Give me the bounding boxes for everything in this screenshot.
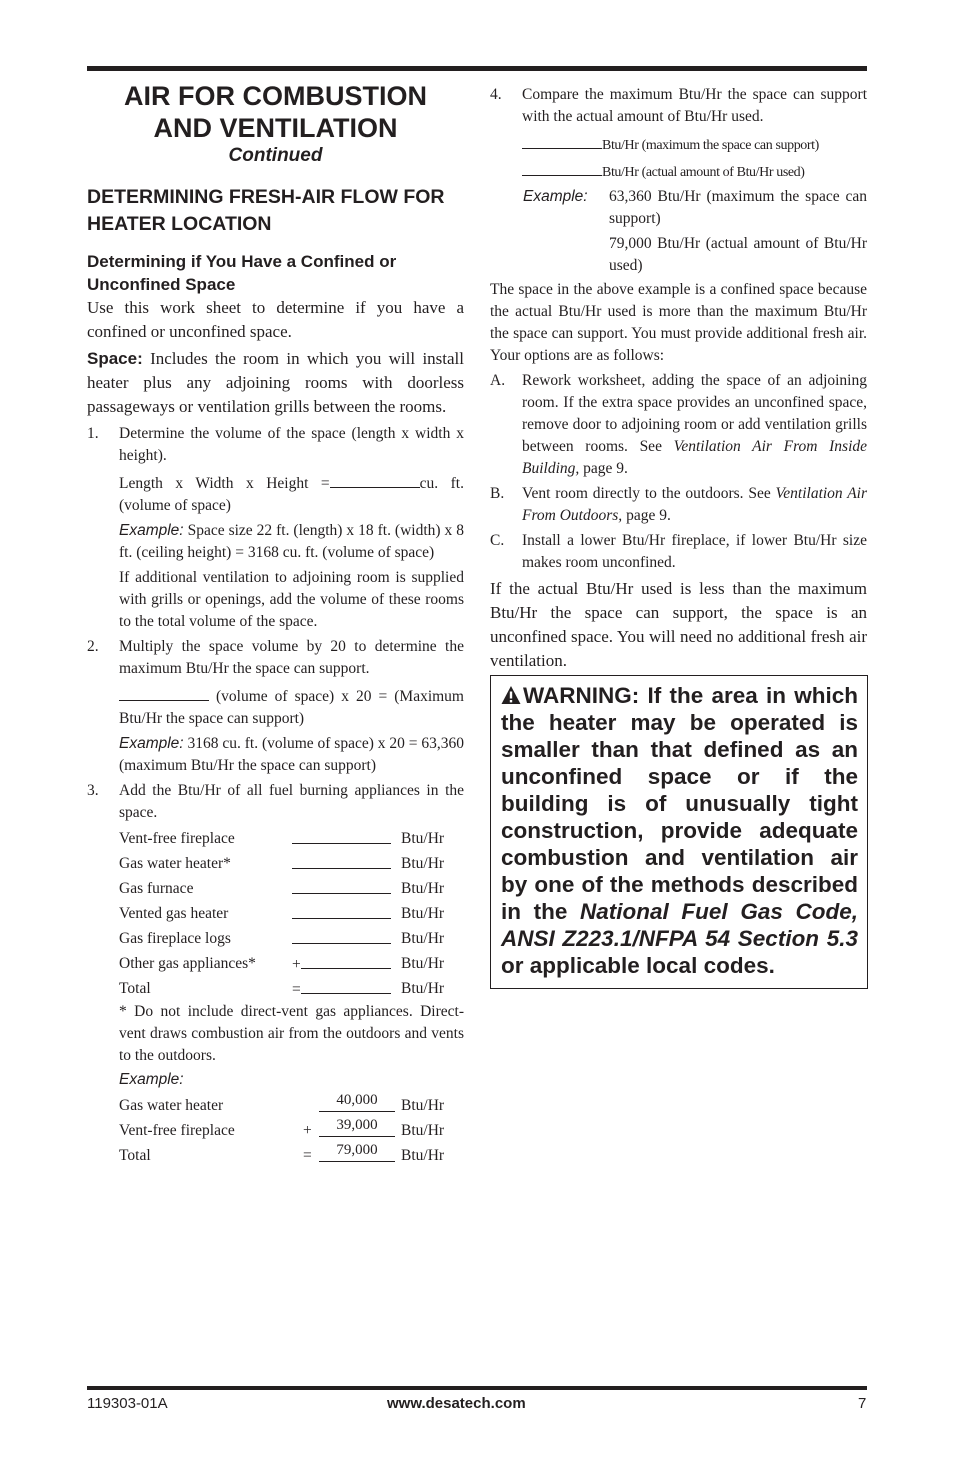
example-label: Example:	[523, 188, 588, 205]
step-1-number: 1.	[87, 425, 99, 442]
appliance-row	[87, 976, 464, 1001]
example-row-operator: +	[303, 1122, 312, 1139]
appliance-label: Gas furnace	[119, 880, 194, 897]
warning-text-end: or applicable local codes.	[501, 953, 775, 978]
step-3-example-label	[87, 1069, 464, 1091]
example-label: Example:	[119, 735, 184, 752]
example-row-value: 39,000	[319, 1114, 395, 1137]
appliance-row	[87, 876, 464, 901]
appliance-blank	[292, 826, 391, 852]
step-4-example	[490, 186, 867, 277]
option-a-ref: Ventilation Air From Inside Building,	[522, 438, 867, 477]
appliance-blank	[292, 901, 391, 927]
right-column	[490, 84, 867, 673]
step-1-example	[87, 520, 464, 564]
step-1-formula-a: Length x Width x Height =	[119, 475, 330, 492]
warning-box	[490, 675, 868, 989]
unit-label: Btu/Hr	[401, 880, 445, 897]
bottom-rule	[87, 1386, 867, 1390]
appliance-row	[87, 926, 464, 951]
warning-label: WARNING:	[523, 683, 640, 708]
appliance-row	[87, 901, 464, 926]
appliance-blank	[292, 876, 391, 902]
step-2-number: 2.	[87, 638, 99, 655]
step-1-note: If additional ventilation to adjoining room is supplied with grills or openings, add the volume of these rooms to the total volume of the space.	[119, 569, 464, 630]
option-a-page: page 9.	[579, 460, 628, 477]
option-b-page: page 9.	[622, 507, 671, 524]
example-row-label: Gas water heater	[119, 1097, 224, 1114]
step-4-example-1: 63,360 Btu/Hr (maximum the space can support)	[609, 188, 867, 227]
option-c	[490, 530, 867, 574]
example-row	[87, 1118, 464, 1143]
unit-label: Btu/Hr	[401, 955, 445, 972]
unit-label: Btu/Hr	[401, 980, 445, 997]
step-2-formula	[87, 683, 464, 730]
step-3	[87, 780, 464, 824]
step-3-number: 3.	[87, 782, 99, 799]
left-column	[87, 80, 464, 1168]
unit-label: Btu/Hr	[401, 855, 445, 872]
space-definition	[87, 347, 464, 419]
example-row-value: 40,000	[319, 1089, 395, 1112]
warning-triangle-icon	[501, 685, 521, 705]
appliance-blank	[292, 951, 391, 977]
unit-label: Btu/Hr	[401, 1097, 445, 1114]
title-line-1: AIR FOR COMBUSTION	[124, 81, 427, 111]
step-2-formula-text: (volume of space) x 20 = (Maximum Btu/Hr the space can support)	[119, 688, 464, 727]
appliance-row	[87, 851, 464, 876]
step-1-formula-b: cu. ft. (volume of space)	[119, 475, 464, 514]
appliance-label: Gas fireplace logs	[119, 930, 231, 947]
step-1-formula	[87, 470, 464, 517]
step-4-number: 4.	[490, 86, 502, 103]
step-4-blank-1-text: Btu/Hr (maximum the space can support)	[602, 138, 819, 153]
option-b-letter: B.	[490, 485, 505, 502]
appliance-blank	[292, 976, 391, 1002]
appliance-label: Total	[119, 980, 151, 997]
example-row-operator: =	[303, 1147, 312, 1164]
appliance-row	[87, 826, 464, 851]
blank-line	[292, 876, 391, 894]
example-row	[87, 1093, 464, 1118]
option-b	[490, 483, 867, 527]
page-number: 7	[858, 1395, 867, 1412]
step-2	[87, 636, 464, 680]
blank-line	[292, 926, 391, 944]
intro-paragraph: Use this work sheet to determine if you have a confined or unconfined space.	[87, 298, 464, 341]
blank-line	[292, 851, 391, 869]
option-a-letter: A.	[490, 372, 506, 389]
unit-label: Btu/Hr	[401, 905, 445, 922]
appliance-label: Gas water heater*	[119, 855, 231, 872]
step-4-blank-1	[490, 131, 867, 158]
appliance-label: Vented gas heater	[119, 905, 229, 922]
section-heading: DETERMINING FRESH-AIR FLOW FOR HEATER LOCATION	[87, 186, 445, 235]
unit-label: Btu/Hr	[401, 830, 445, 847]
step-4-blank-2	[490, 158, 867, 186]
confined-paragraph: The space in the above example is a confined space because the actual Btu/Hr used is more than the maximum Btu/Hr the space can support. You must provide additional fresh air. Your options are as follows:	[490, 281, 867, 364]
example-label: Example:	[119, 522, 184, 539]
blank-line	[292, 901, 391, 919]
appliance-blank	[292, 851, 391, 877]
blank-line	[330, 470, 420, 488]
option-c-letter: C.	[490, 532, 505, 549]
step-4-blank-2-text: Btu/Hr (actual amount of Btu/Hr used)	[602, 165, 805, 180]
step-2-text: Multiply the space volume by 20 to determine the maximum Btu/Hr the space can support.	[119, 638, 464, 677]
example-row-label: Vent-free fireplace	[119, 1122, 235, 1139]
warning-code-reference: National Fuel Gas Code, ANSI Z223.1/NFPA 54 Section 5.3	[501, 899, 858, 951]
unit-label: Btu/Hr	[401, 1147, 445, 1164]
appliance-label: Other gas appliances*	[119, 955, 256, 972]
appliance-prefix: =	[292, 981, 301, 998]
blank-line	[301, 976, 391, 994]
step-1-example-text: Space size 22 ft. (length) x 18 ft. (width) x 8 ft. (ceiling height) = 3168 cu. ft. (volume of space)	[119, 522, 464, 561]
step-1	[87, 423, 464, 467]
step-4-example-2: 79,000 Btu/Hr (actual amount of Btu/Hr used)	[609, 235, 867, 274]
appliance-label: Vent-free fireplace	[119, 830, 235, 847]
blank-line	[292, 826, 391, 844]
appliance-table	[87, 826, 464, 1001]
step-3-text: Add the Btu/Hr of all fuel burning appliances in the space.	[119, 782, 464, 821]
example-table	[87, 1093, 464, 1168]
blank-line	[522, 131, 602, 149]
example-label: Example:	[119, 1071, 184, 1088]
option-a	[490, 370, 867, 480]
option-b-text: Vent room directly to the outdoors. See	[522, 485, 776, 502]
step-4	[490, 84, 867, 128]
appliance-row	[87, 951, 464, 976]
example-row-value: 79,000	[319, 1139, 395, 1162]
warning-text: If the area in which the heater may be operated is smaller than that defined as an unconfined space or if the building is of unusually tight construction, provide adequate combustion and ventilation air by one of the methods described in the	[501, 683, 858, 924]
appliance-prefix: +	[292, 956, 301, 973]
example-row	[87, 1143, 464, 1168]
subheading: Determining if You Have a Confined or Unconfined Space	[87, 252, 397, 294]
doc-number: 119303-01A	[87, 1395, 168, 1412]
step-3-footnote: * Do not include direct-vent gas appliances. Direct-vent draws combustion air from the outdoors and vents to the outdoors.	[119, 1003, 464, 1064]
unit-label: Btu/Hr	[401, 930, 445, 947]
unconfined-paragraph: If the actual Btu/Hr used is less than the maximum Btu/Hr the space can support, the space is an unconfined space. You will need no additional fresh air ventilation.	[490, 579, 867, 670]
appliance-blank	[292, 926, 391, 952]
space-label: Space:	[87, 349, 143, 368]
option-a-text: Rework worksheet, adding the space of an adjoining room. If the extra space provides an unconfined space, remove door to adjoining room or add ventilation grills between rooms. See	[522, 372, 867, 455]
option-c-text: Install a lower Btu/Hr fireplace, if lower Btu/Hr size makes room unconfined.	[522, 532, 867, 571]
unit-label: Btu/Hr	[401, 1122, 445, 1139]
step-2-example-text: 3168 cu. ft. (volume of space) x 20 = 63,360 (maximum Btu/Hr the space can support)	[119, 735, 464, 774]
title-line-2: AND VENTILATION	[153, 113, 398, 143]
blank-line	[119, 683, 209, 701]
space-text: Includes the room in which you will install heater plus any adjoining rooms with doorless passageways or ventilation grills between the rooms.	[87, 349, 464, 416]
example-row-label: Total	[119, 1147, 151, 1164]
top-rule	[87, 66, 867, 71]
step-4-text: Compare the maximum Btu/Hr the space can support with the actual amount of Btu/Hr used.	[522, 86, 867, 125]
continued-label: Continued	[228, 145, 323, 166]
website-link[interactable]: www.desatech.com	[387, 1395, 526, 1412]
blank-line	[522, 158, 602, 176]
step-1-text: Determine the volume of the space (length x width x height).	[119, 425, 464, 464]
page-title	[87, 80, 464, 144]
blank-line	[301, 951, 391, 969]
step-2-example	[87, 733, 464, 777]
option-b-ref: Ventilation Air From Outdoors,	[522, 485, 867, 524]
